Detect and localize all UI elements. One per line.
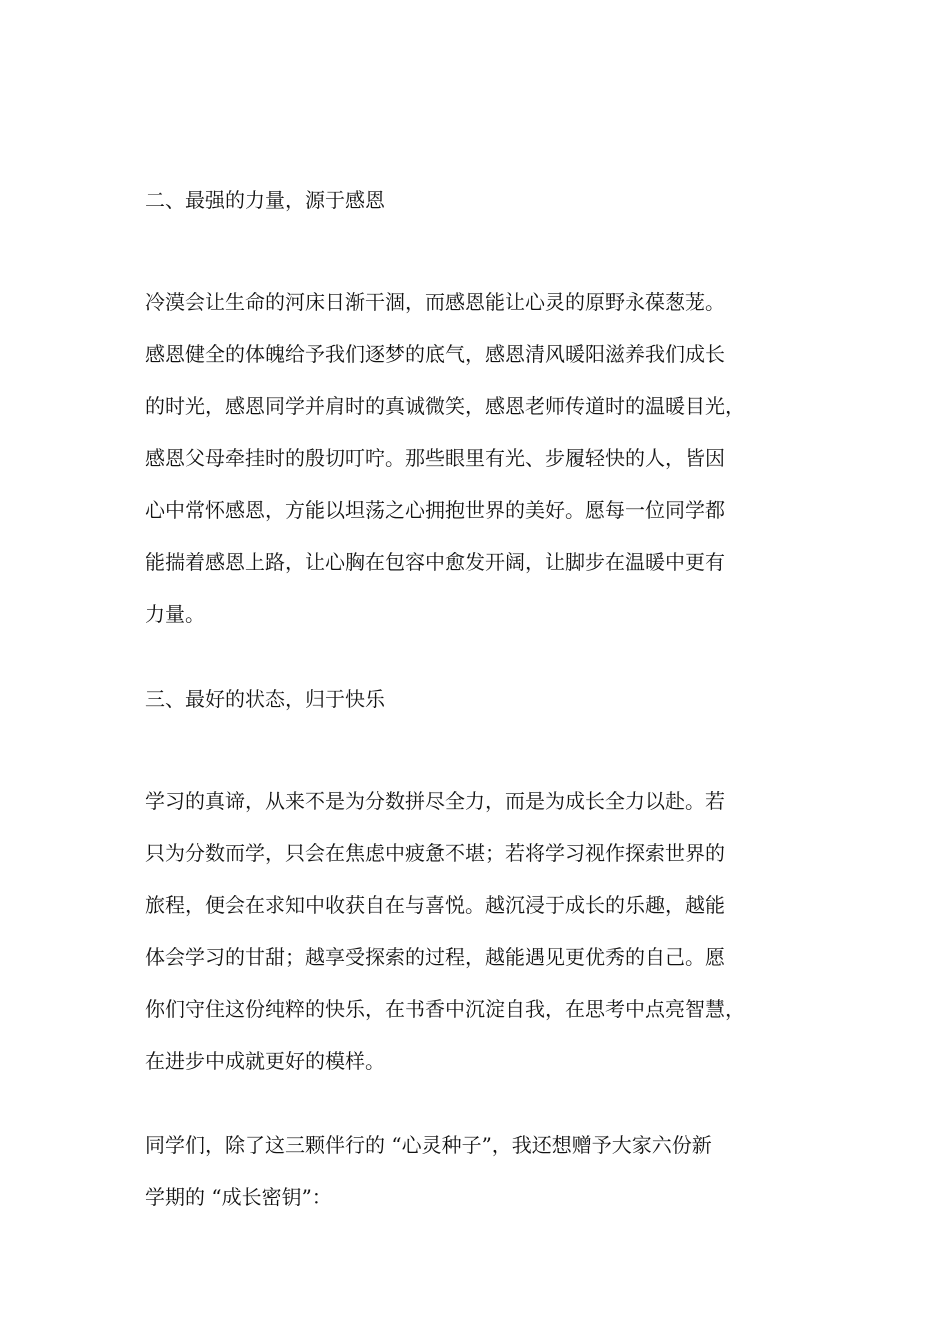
paragraph-line: 冷漠会让生命的河床日渐干涸，而感恩能让心灵的原野永葆葱茏。 <box>145 290 725 314</box>
paragraph-happiness <box>145 775 835 1087</box>
paragraph-closing <box>145 1119 835 1223</box>
paragraph-line: 学期的 “成长密钥”： <box>145 1185 332 1209</box>
paragraph-line: 感恩父母牵挂时的殷切叮咛。那些眼里有光、步履轻快的人，皆因 <box>145 446 725 470</box>
section-heading-happiness: 三、最好的状态，归于快乐 <box>145 687 385 711</box>
paragraph-line: 旅程，便会在求知中收获自在与喜悦。越沉浸于成长的乐趣，越能 <box>145 893 725 917</box>
section-heading-gratitude: 二、最强的力量，源于感恩 <box>145 188 385 212</box>
paragraph-gratitude <box>145 276 835 640</box>
paragraph-line: 在进步中成就更好的模样。 <box>145 1049 385 1073</box>
paragraph-line: 同学们，除了这三颗伴行的 “心灵种子”，我还想赠予大家六份新 <box>145 1133 712 1157</box>
paragraph-line: 你们守住这份纯粹的快乐，在书香中沉淀自我，在思考中点亮智慧， <box>145 997 745 1021</box>
paragraph-line: 体会学习的甘甜；越享受探索的过程，越能遇见更优秀的自己。愿 <box>145 945 725 969</box>
paragraph-line: 力量。 <box>145 602 205 626</box>
paragraph-line: 心中常怀感恩，方能以坦荡之心拥抱世界的美好。愿每一位同学都 <box>145 498 725 522</box>
paragraph-line: 能揣着感恩上路，让心胸在包容中愈发开阔，让脚步在温暖中更有 <box>145 550 725 574</box>
paragraph-line: 学习的真谛，从来不是为分数拼尽全力，而是为成长全力以赴。若 <box>145 789 725 813</box>
paragraph-line: 的时光，感恩同学并肩时的真诚微笑，感恩老师传道时的温暖目光， <box>145 394 745 418</box>
paragraph-line: 只为分数而学，只会在焦虑中疲惫不堪；若将学习视作探索世界的 <box>145 841 725 865</box>
paragraph-line: 感恩健全的体魄给予我们逐梦的底气，感恩清风暖阳滋养我们成长 <box>145 342 725 366</box>
